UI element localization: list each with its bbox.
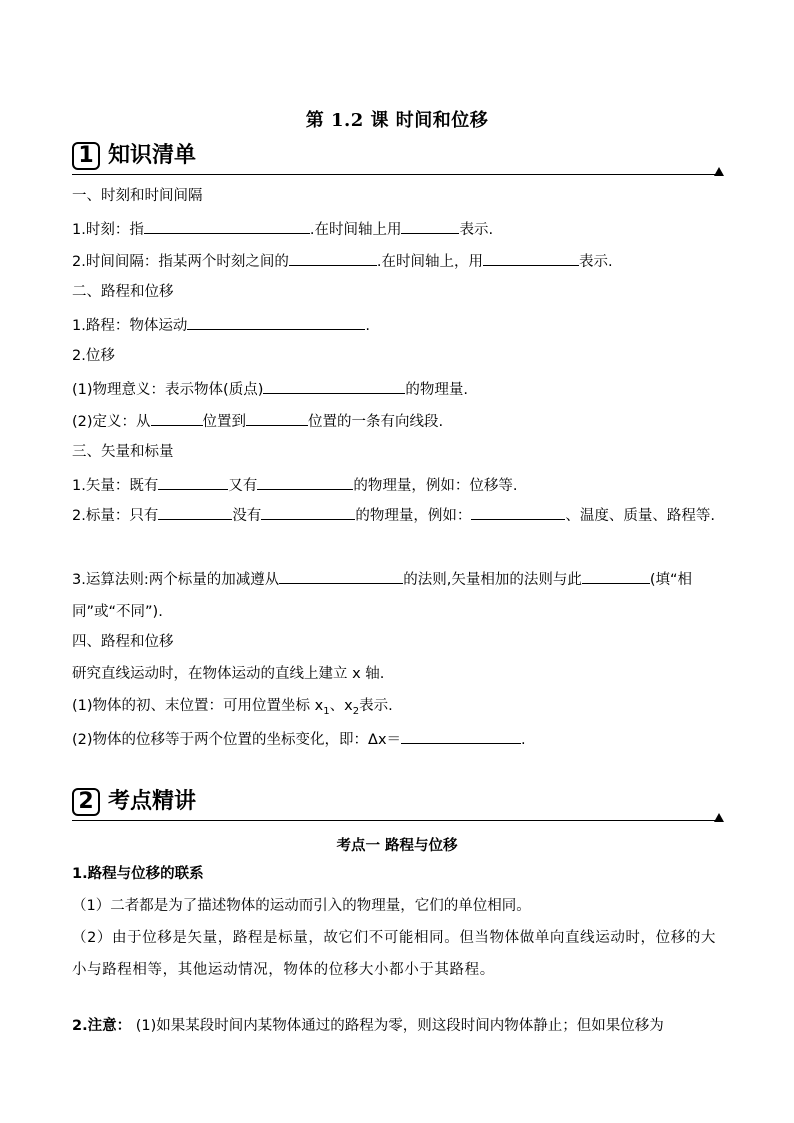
- item-moment: 1.时刻：指 .在时间轴上用 表示.: [72, 218, 724, 240]
- item-scalar: 2.标量：只有 没有 的物理量，例如： 、温度、质量、路程等.: [72, 500, 724, 532]
- triangle-marker-icon: [714, 167, 724, 176]
- fill-blank[interactable]: [158, 474, 228, 490]
- item-displacement-definition: (2)定义：从 位置到 位置的一条有向线段.: [72, 410, 724, 432]
- heading-path: 二、路程和位移: [72, 284, 174, 300]
- paragraph-1: （1）二者都是为了描述物体的运动而引入的物理量，它们的单位相同。: [72, 898, 531, 914]
- section-title: 知识清单: [108, 143, 197, 168]
- heading-vector: 三、矢量和标量: [72, 444, 174, 460]
- fill-blank[interactable]: [401, 728, 521, 744]
- item-displacement-meaning: (1)物理意义：表示物体(质点) 的物理量.: [72, 378, 724, 400]
- item-displacement-formula: (2)物体的位移等于两个位置的坐标变化，即：Δx＝ .: [72, 728, 724, 750]
- fill-blank[interactable]: [158, 504, 232, 520]
- topic-title: 考点一 路程与位移: [336, 838, 458, 854]
- fill-blank[interactable]: [483, 250, 579, 266]
- fill-blank[interactable]: [279, 568, 403, 584]
- note-text: (1)如果某段时间内某物体通过的路程为零，则这段时间内物体静止；但如果位移为: [131, 1018, 664, 1034]
- heading-coordinate: 四、路程和位移: [72, 634, 174, 650]
- section-number-badge: 1: [72, 142, 100, 170]
- note-paragraph: [72, 1016, 724, 1036]
- paragraph-2: （2）由于位移是矢量，路程是标量，故它们不可能相同。但当物体做单向直线运动时，位移的大小与路程相等，其他运动情况，物体的位移大小都小于其路程。: [72, 930, 717, 978]
- section-header-knowledge: [72, 142, 722, 175]
- subheading-relation: 1.路程与位移的联系: [72, 866, 204, 882]
- item-intro: 研究直线运动时，在物体运动的直线上建立 x 轴.: [72, 666, 385, 682]
- page-title: 第 1.2 课 时间和位移: [305, 110, 489, 131]
- item-vector: 1.矢量：既有 又有 的物理量，例如：位移等.: [72, 474, 724, 496]
- fill-blank[interactable]: [144, 218, 310, 234]
- fill-blank[interactable]: [471, 504, 565, 520]
- fill-blank[interactable]: [261, 504, 355, 520]
- note-label: 2.注意：: [72, 1018, 132, 1034]
- item-path: 1.路程：物体运动 .: [72, 314, 724, 336]
- item-interval: 2.时间间隔：指某两个时刻之间的 .在时间轴上，用 表示.: [72, 250, 724, 272]
- heading-time: 一、时刻和时间间隔: [72, 188, 203, 204]
- fill-blank[interactable]: [246, 410, 308, 426]
- fill-blank[interactable]: [263, 378, 405, 394]
- fill-blank[interactable]: [151, 410, 203, 426]
- item-operation-rule: 3.运算法则:两个标量的加减遵从 的法则,矢量相加的法则与此 (填“相同”或“不同”).: [72, 564, 724, 628]
- section-title: 考点精讲: [108, 789, 197, 814]
- item-position-coordinate: (1)物体的初、末位置：可用位置坐标 $x_1$、$x_2$表示.: [72, 698, 393, 717]
- fill-blank[interactable]: [582, 568, 650, 584]
- fill-blank[interactable]: [401, 218, 459, 234]
- section-number-badge: 2: [72, 788, 100, 816]
- triangle-marker-icon: [714, 813, 724, 822]
- section-header-keypoints: [72, 788, 722, 821]
- fill-blank[interactable]: [187, 314, 365, 330]
- fill-blank[interactable]: [257, 474, 353, 490]
- item-displacement: 2.位移: [72, 348, 115, 364]
- fill-blank[interactable]: [289, 250, 377, 266]
